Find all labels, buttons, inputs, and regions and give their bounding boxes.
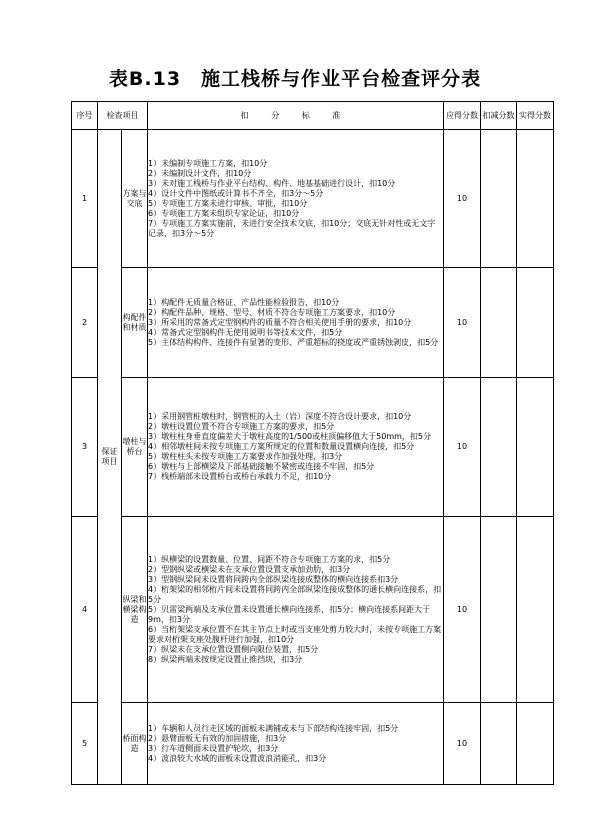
row-deducted-cell[interactable] (481, 268, 517, 378)
page-title: 表B.13 施工栈桥与作业平台检查评分表 (108, 68, 482, 90)
row-actual-cell[interactable] (517, 517, 554, 703)
criteria-line: 4）桁架梁的相邻桁片间未设置将同跨内全部纵梁连接成整体的通长横向连接系，扣5分 (148, 584, 442, 604)
row-number: 5 (72, 703, 98, 785)
criteria-line: 4）设计文件中图纸或计算书不齐全，扣3分～5分 (148, 188, 324, 198)
row-points: 10 (444, 378, 481, 517)
header-row (72, 102, 554, 130)
row-item: 纵梁和横梁构造 (122, 517, 148, 703)
row-number: 2 (72, 268, 98, 378)
table-row (72, 517, 554, 703)
row-number: 3 (72, 378, 98, 517)
criteria-line: 5）贝雷梁两端及支承位置未设置通长横向连接系，扣5分；横向连接系间距大于9m，扣3分 (148, 604, 431, 624)
row-deducted-cell[interactable] (481, 517, 517, 703)
row-actual-cell[interactable] (517, 378, 554, 517)
table-row (72, 703, 554, 785)
row-points: 10 (444, 517, 481, 703)
criteria-line: 2）构配件品种、规格、型号、材质不符合专项施工方案要求，扣10分 (148, 307, 396, 317)
header-seq: 序号 (72, 102, 98, 130)
row-criteria (148, 268, 444, 378)
criteria-line: 1）构配件无质量合格证、产品性能检验报告，扣10分 (148, 297, 340, 307)
row-actual-cell[interactable] (517, 703, 554, 785)
header-item: 检查项目 (98, 102, 148, 130)
criteria-line: 7）栈桥端部未设置桥台或桥台承载力不足，扣10分 (148, 472, 332, 481)
row-points: 10 (444, 268, 481, 378)
header-actual: 实得分数 (517, 102, 554, 130)
criteria-line: 2）未编制设计文件，扣10分 (148, 168, 252, 178)
row-number: 4 (72, 517, 98, 703)
row-actual-cell[interactable] (517, 130, 554, 268)
row-item: 构配件和材质 (122, 268, 148, 378)
row-deducted-cell[interactable] (481, 703, 517, 785)
criteria-line: 7）专项施工方案实施前，未进行安全技术交底，扣10分；交底无针对性或无文字记录，扣3分～5分 (148, 218, 436, 238)
row-points: 10 (444, 703, 481, 785)
row-criteria (148, 130, 444, 268)
criteria-line: 7）纵梁未在支承位置设置侧向限位装置，扣5分 (148, 644, 319, 654)
row-criteria (148, 517, 444, 703)
criteria-line: 5）专项施工方案未进行审核、审批，扣10分 (148, 198, 308, 208)
criteria-line: 3）型钢纵梁间未设置将同跨内全部纵梁连接成整体的横向连接系扣3分 (148, 574, 399, 584)
criteria-line: 6）当桁架梁支承位置不在其主节点上时或当支座处剪力较大时，未按专项施工方案要求对桁架支座处腹杆进行加强，扣10分 (148, 624, 442, 644)
criteria-line: 3）行车道侧面未设置护轮坎，扣3分 (148, 743, 279, 753)
row-criteria (148, 378, 444, 517)
criteria-line: 1）车辆和人员行走区域的面板未满铺或未与下部结构连接牢固，扣5分 (148, 723, 399, 733)
row-criteria (148, 703, 444, 785)
header-deducted: 扣减分数 (481, 102, 517, 130)
row-points: 10 (444, 130, 481, 268)
table-row (72, 378, 554, 517)
table-row (72, 130, 554, 268)
criteria-line: 1）未编制专项施工方案，扣10分 (148, 158, 268, 168)
table-row (72, 268, 554, 378)
criteria-line: 6）墩柱与上部横梁及下部基础接触不紧密或连接不牢固，扣5分 (148, 462, 375, 471)
criteria-line: 3）所采用的常备式定型钢构件的质量不符合相关使用手册的要求，扣10分 (148, 317, 412, 327)
row-item: 方案与交底 (122, 130, 148, 268)
criteria-line: 8）纵梁两端未按规定设置止推挡块，扣3分 (148, 654, 303, 664)
header-full-points: 应得分数 (444, 102, 481, 130)
score-table (71, 101, 554, 785)
row-number: 1 (72, 130, 98, 268)
row-deducted-cell[interactable] (481, 378, 517, 517)
criteria-line: 3）未对施工栈桥与作业平台结构、构件、地基基础进行设计，扣10分 (148, 178, 396, 188)
criteria-line: 1）采用钢管桩墩柱时，钢管桩的入土（岩）深度不符合设计要求，扣10分 (148, 412, 412, 421)
row-actual-cell[interactable] (517, 268, 554, 378)
criteria-line: 4）常备式定型钢构件无使用说明书等技术文件，扣5分 (148, 327, 343, 337)
row-item: 墩柱与桥台 (122, 378, 148, 517)
criteria-line: 4）相邻墩柱间未按专项施工方案所规定的位置和数量设置横向连接，扣5分 (148, 442, 415, 451)
row-deducted-cell[interactable] (481, 130, 517, 268)
criteria-line: 3）墩柱柱身垂直度偏差大于墩柱高度的1/500或柱顶偏移值大于50mm，扣5分 (148, 432, 431, 441)
criteria-line: 4）波浪较大水域的面板未设置波浪消能孔，扣3分 (148, 753, 327, 763)
criteria-line: 5）墩柱柱头未按专项施工方案要求作加强处理，扣3分 (148, 452, 343, 461)
header-standard: 扣 分 标 准 (148, 102, 444, 130)
group-label: 保证项目 (98, 130, 122, 785)
criteria-line: 2）型钢纵梁或横梁未在支承位置设置支承加劲肋，扣3分 (148, 564, 351, 574)
criteria-line: 2）悬臂面板无有效的加固措施，扣3分 (148, 733, 287, 743)
criteria-line: 6）专项施工方案未组织专家论证，扣10分 (148, 208, 300, 218)
criteria-line: 1）纵横梁的设置数量、位置、间距不符合专项施工方案的求，扣5分 (148, 554, 391, 564)
criteria-line: 5）主体结构构件、连接件有显著的变形、严重超标的挠度或严重锈蚀剥皮，扣5分 (148, 337, 439, 347)
criteria-line: 2）墩柱设置位置不符合专项施工方案的要求，扣5分 (148, 422, 335, 431)
row-item: 桥面构造 (122, 703, 148, 785)
